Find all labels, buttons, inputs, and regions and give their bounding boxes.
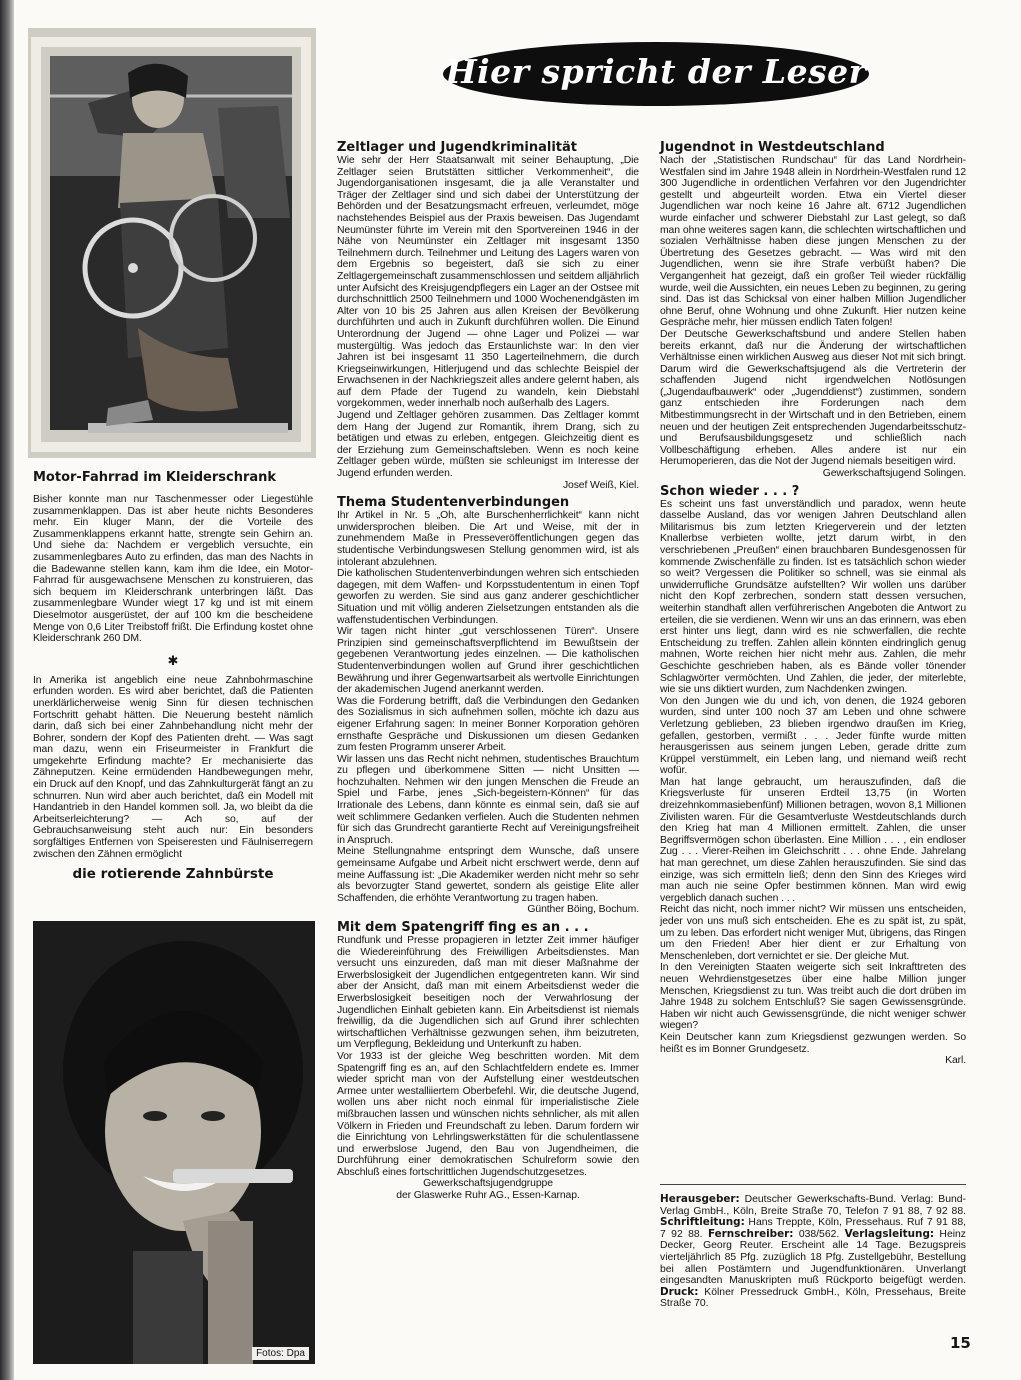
photo-toothbrush-illustration xyxy=(33,921,315,1364)
jugendnot-text: Nach der „Statistischen Rundschau“ für das Land Nordrhein-Westfalen sind im Jahre 1948 allein in Nordrhein-Westfalen rund 12 300 Jugendliche in ordentlichen Verfahren vor den Jugendrichter gestellt und abgeurteilt worden. Etwa ein Viertel dieser Jugendlichen war noch keine 16 Jahre alt. 6712 Jugendlichen wurde einfacher und schwerer Diebstahl zur Last gelegt, so daß man ohne weiteres sagen kann, die schlechten wirtschaftlichen und sozialen Verhältnisse haben diese jungen Menschen zu der Übertretung des Gesetzes gebracht. — Was wird mit den Jugendlichen, wenn sie ihre Strafe verbüßt haben? Die Vergangenheit hat gezeigt, daß ein großer Teil wieder rückfällig wurde, weil die Aussichten, ein neues Leben zu beginnen, zu gering sind. Das ist das Schicksal von einer halben Million Jugendlicher ohne Beruf, ohne Wohnung und ohne Zukunft. Hier nutzen keine Gespräche mehr, hier müssen endlich Taten folgen! xyxy=(660,155,966,329)
zeltlager-signature: Josef Weiß, Kiel. xyxy=(562,479,639,491)
spatengriff-signature-2: der Glaswerke Ruhr AG., Essen-Karnap. xyxy=(396,1190,580,1202)
studenten-title: Thema Studentenverbindungen xyxy=(337,495,570,511)
schon-wieder-text-6: Kein Deutscher kann zum Kriegsdienst gezwungen werden. So heißt es im Bonner Grundgesetz. xyxy=(660,1031,966,1055)
imprint-publisher: Deutscher Gewerkschafts-Bund. Verlag: Bund-Verlag GmbH., Köln, Breite Straße 70, Telefon 7 91 88, 7 92 88. xyxy=(660,1194,966,1217)
page-number: 15 xyxy=(950,1334,971,1352)
schon-wieder-text-2: Von den Jungen wie du und ich, von denen, die 1924 geboren wurden, sind unter 100 noch 37 am Leben und ohne schwere Verletzung geblieben, 23 blieben irgendwo draußen im Krieg, gefallen, gestorben, vermißt . . . Jeder fünfte wurde mitten herausgerissen aus seinem jungen Leben, gerade dritte zum Krüppel verstümmelt, ein Leben lang, und niemand weiß recht wofür. xyxy=(660,695,966,777)
studenten-text-5: Wir lassen uns das Recht nicht nehmen, studentisches Brauchtum zu pflegen und überkommene Sitten — nicht Unsitten — hochzuhalten. Nehmen wir den jungen Menschen die Freude an Spiel und Farbe, jenes „Sich-begeistern-Können“ für das Irrationale des Lebens, dann könnte es einmal sein, daß sie auf weit schlimmere Gedanken verfielen. Auch die Studenten nehmen für sich das Grundrecht garantierte Recht auf Vereinigungsfreiheit in Anspruch. xyxy=(337,753,639,846)
photo1-caption-title: Motor-Fahrrad im Kleiderschrank xyxy=(33,470,277,485)
schon-wieder-text: Es scheint uns fast unverständlich und paradox, wenn heute dasselbe Ausland, das vor wenigen Jahren Deutschland allen Militarismus bis zum letzten Kriegerverein und der letzten Knallerbse verbieten wollte, jetzt darum wirbt, in den verschriebenen „Preußen“ einen brauchbaren Bundesgenossen für kommende Zwischenfälle zu finden. Ist es tatsächlich schon wieder so weit? Vergessen die Politiker so schnell, was sie einmal als unwiderrufliche Grundsätze aufstellten? Wir wollen uns darüber nicht den Kopf zerbrechen, sondern statt dessen versuchen, weiterhin standhaft allen verführerischen Angeboten die Antwort zu erteilen, die sie verdienen. Wenn wir uns an das erinnern, was eben erst hinter uns liegt, dann wird es nie schwerfallen, die rechte Entscheidung zu treffen. Zahlen allein könnten eindringlich genug mahnen, Worte reichen hier nicht mehr aus. Zahlen, die mehr Geschichte geschrieben haben, als es Bände voller tönender Schlagwörter vermöchten. Und Zahlen, die jeder, der miterlebte, wie sie uns diktiert wurden, zum Nachdenken zwingen. xyxy=(660,498,966,696)
photo-folding-bike-illustration xyxy=(28,28,316,458)
imprint-editor: Hans Treppte, Köln, Pressehaus. Ruf 7 91 88, 7 92 88. xyxy=(660,1217,966,1240)
jugendnot-title: Jugendnot in Westdeutschland xyxy=(660,140,885,155)
zeltlager-text: Wie sehr der Herr Staatsanwalt mit seiner Behauptung, „Die Zeltlager seien Brutstätten sittlicher Verkommenheit“, die Jugendorganisationen insgesamt, die ja alle Veranstalter und Träger der Zeltlager sind und sich dabei der Unterstützung der Behörden und der Besatzungsmacht erfreuen, verleumdet, möge nachstehendes Beispiel aus der Praxis beweisen. Das Jugendamt Neumünster führte im Verein mit den Sportvereinen 1946 in der Nähe von Neumünster ein Zeltlager mit insgesamt 1350 Teilnehmern durch. Teilnehmer und Leitung des Lagers waren von dem Ergebnis so begeistert, daß sie sich zu einer Zeltlagergemeinschaft zusammenschlossen und seitdem alljährlich unter Aufsicht des Kreisjugendpflegers ein Lager an der Ostsee mit durchschnittlich 2500 Teilnehmern und 1000 Wochenendgästen im Alter von 10 bis 25 Jahren aus allen Kreisen der Bevölkerung durchführten und auch in Zukunft durchführen wollen. Die Einund Unterordnung der Jugend — ohne Lager und Polizei — war mustergültig. Was jedoch das Erstaunlichste war: In den vier Jahren ist bei insgesamt 11 350 Lagerteilnehmern, die durch Kriegseinwirkungen, Hitlerjugend und das schlechte Beispiel der Erwachsenen in der Nachkriegszeit alles andere gelernt haben, als auf dem Pfade der Tugend zu wandeln, kein Diebstahl vorgekommen, weder innerhalb noch außerhalb des Lagers. xyxy=(337,155,639,410)
schon-wieder-signature: Karl. xyxy=(945,1055,966,1067)
imprint-label-teleprinter: Fernschreiber: xyxy=(707,1227,794,1240)
spatengriff-text: Rundfunk und Presse propagieren in letzter Zeit immer häufiger die Wiedereinführung des Freiwilligen Arbeitsdienstes. Man versucht uns einzureden, daß man mit dieser Maßnahme der Erwerbslosigkeit der Jugendlichen entgegentreten kann. Wir sind aber der Ansicht, daß man mit einem Arbeitsdienst weder die Erwerbslosigkeit beseitigen noch der Verwahrlosung der Jugendlichen Einhalt gebieten kann. Ein Arbeitsdienst ist niemals freiwillig, da die Jugendlichen sich auf Grund ihrer schlechten wirtschaftlichen Verhältnisse gezwungen sehen, ihm beizutreten, um Verpflegung, Bekleidung und Unterkunft zu haben. xyxy=(337,935,639,1051)
studenten-text-2: Die katholischen Studentenverbindungen wehren sich entschieden dagegen, mit dem Waffen- und Korpsstudententum in einen Topf geworfen zu werden. Sie sind aus ganz anderer geschichtlicher Situation und mit völlig anderen Zielsetzungen entstanden als die waffenstudentischen Verbindungen. xyxy=(337,568,639,626)
imprint-label-print: Druck: xyxy=(660,1285,699,1298)
imprint-label-publisher: Herausgeber: xyxy=(660,1193,740,1205)
jugendnot-text-2: Der Deutsche Gewerkschaftsbund und andere Stellen haben bereits erkannt, daß nur die Änderung der wirtschaftlichen Verhältnisse einen wirklichen Ausweg aus dieser Not mit sich bringt. Darum wird die Gewerkschaftsjugend als die Vertreterin der schaffenden Jugend nicht irgendwelchen Notlösungen („Jugendaufbauwerk“ oder „Jugenddienst“) zustimmen, sondern ganz entschieden ihre Forderungen nach dem Mitbestimmungsrecht in der Wirtschaft und in den Betrieben, einem neuen und der heutigen Zeit entsprechenden Jugendarbeitsschutz- und Berufsausbildungsgesetz und schließlich nach Vollbeschäftigung erheben. Alles andere ist nur ein Herumoperieren, das die Not der Jugend niemals beseitigen wird. xyxy=(660,328,966,468)
schon-wieder-text-4: Reicht das nicht, noch immer nicht? Wir müssen uns entscheiden, jeder von uns muß sich entscheiden. Ehe es zu spät ist, zu spät, um zu leben. Das erfordert nicht weniger Mut, übrigens, das Ringen um den Frieden! Aber hier dient er zur Erhaltung von Menschenleben, dort vernichtet er sie. Der gleiche Mut. xyxy=(660,904,966,962)
zeltlager-title: Zeltlager und Jugendkriminalität xyxy=(337,140,577,155)
imprint-print: Kölner Pressedruck GmbH., Köln, Pressehaus, Breite Straße 70. xyxy=(660,1286,966,1310)
schon-wieder-text-5: In den Vereinigten Staaten weigerte sich seit Inkrafttreten des neuen Wehrdienstgesetzes über eine halbe Million junger Menschen, Kriegsdienst zu tun. Was treibt auch die dort drüben im Jahre 1948 zu solchem Entschluß? Sie sagen Gewissensgründe. Haben wir nicht auch Gewissensgründe, die nicht weniger schwer wiegen? xyxy=(660,962,966,1032)
studenten-signature: Günther Böing, Bochum. xyxy=(527,904,639,916)
imprint-management: Heinz Decker, Georg Reuter. Erscheint alle 14 Tage. Bezugspreis vierteljährlich 85 Pfg. zuzüglich 18 Pfg. Zustellgebühr, Bestellung bei allen Postämtern und Jugendfunktionären. Unverlangt eingesandten Manuskripten muß Rückporto beigefügt werden. xyxy=(660,1228,966,1287)
spatengriff-text-2: Vor 1933 ist der gleiche Weg beschritten worden. Mit dem Spatengriff fing es an, auf den Schlachtfeldern endete es. Immer wieder spricht man von der Aufstellung einer westdeutschen Armee unter westalliiertem Oberbefehl. Wir, die deutsche Jugend, wollen uns aber nicht noch einmal für imperialistische Ziele mißbrauchen lassen und wünschen nichts sehnlicher, als mit allen Völkern in Frieden und Freundschaft zu leben. Darum fordern wir die Einrichtung von Lehrlingswerkstätten für die schulentlassene und erwerbslose Jugend, den Bau von Jugendheimen, die Durchführung einer demokratischen Schulreform sowie den Abschluß eines fortschrittlichen Jugendschutzgesetzes. xyxy=(337,1050,639,1178)
imprint-label-management: Verlagsleitung: xyxy=(844,1227,935,1240)
spatengriff-signature-1: Gewerkschaftsjugendgruppe xyxy=(423,1178,553,1190)
studenten-text-6: Meine Stellungnahme entspringt dem Wunsche, daß unsere gemeinsame Aufgabe und Arbeit nicht erschwert werde, denn auf meine Auffassung ist: „Die Akademiker werden nicht mehr so sehr als bevorzugter Stand gewertet, sondern als geistige Elite aller Schaffenden, die erhöhte Verantwortung zu tragen haben. xyxy=(337,846,639,904)
photo-credit: Fotos: Dpa xyxy=(252,1347,309,1360)
separator-asterisk: ✱ xyxy=(167,652,179,668)
photo-folding-bike-wardrobe xyxy=(28,28,316,458)
masthead-title: Hier spricht der Leser xyxy=(445,52,867,91)
schon-wieder-text-3: Man hat lange gebraucht, um herauszufinden, daß die Kriegsverluste für unseren Erdteil 13,75 (in Worten dreizehnkommasiebenfünf) Millionen betragen, wovon 8,1 Millionen Zivilisten waren. Für die Gesamtverluste Westdeutschlands durch den Krieg hat man 4 Millionen ermittelt. Zahlen, die unser Begriffsvermögen schon überlasten. Eine Million . . . , ein endloser Zug . . . Vierer-Reihen im Gleichschritt . . . ohne Ende. Jahrelang hat man gerechnet, um diese Zahlen herauszufinden. Sie sind das einzige, was sich ermitteln ließ; denn den Sinn des Krieges wird man auch nie seine Opfer bestimmen können. Man wird ewig vergeblich danach suchen . . . xyxy=(660,776,966,904)
imprint xyxy=(660,1194,966,1310)
studenten-text-3: Wir tagen nicht hinter „gut verschlossenen Türen“. Unsere Prinzipien sind gemeinschaftsverpflichtend im Bewußtsein der gegebenen Verantwortung jedes einzelnen. — Die katholischen Studentenverbindungen wollen auf Grund ihrer geschichtlichen Bewährung und ihrer Gegenwartsarbeit als wertvolle Einrichtungen der akademischen Jugend anerkannt werden. xyxy=(337,626,639,696)
photo-rotating-toothbrush xyxy=(33,921,315,1364)
studenten-text: Ihr Artikel in Nr. 5 „Oh, alte Burschenherrlichkeit“ kann nicht unwidersprochen bleiben. Die Art und Weise, mit der in zunehmendem Maße in Presseveröffentlichungen gegen das studentische Verbindungswesen Stellung genommen wird, ist als intolerant abzulehnen. xyxy=(337,510,639,568)
photo1-caption-text: Bisher konnte man nur Taschenmesser oder Liegestühle zusammenklappen. Das ist aber heute nichts Besonderes mehr. Ein kluger Mann, der die Vorteile des Zusammenklappens erkannt hatte, strengte sein Gehirn an. Und siehe da: Nachdem er vergeblich versuchte, ein zusammenlegbares Auto zu erfinden, das man des Nachts in die Badewanne stellen kann, kam ihm die Idee, ein Motor-Fahrrad für ausgewachsene Menschen zu konstruieren, das sich bequem im Kleiderschrank unterbringen läßt. Das zusammenlegbare Wunder wiegt 17 kg und ist mit einem Dieselmotor ausgerüstet, der auf 100 km die bescheidene Menge von 0,6 Liter Treibstoff frißt. Die Erfindung kostet ohne Kleiderschrank 260 DM. xyxy=(33,494,313,645)
zahnbuerste-title: die rotierende Zahnbürste xyxy=(72,866,274,883)
imprint-rule xyxy=(660,1184,966,1185)
zahnbuerste-text: In Amerika ist angeblich eine neue Zahnbohrmaschine erfunden worden. Es wird aber berichtet, daß die Patienten unerklärlicherweise wenig Sinn für diesen technischen Fortschritt gehabt hätten. Die Neuerung besteht nämlich darin, daß sich bei einer Zahnbehandlung nicht mehr der Bohrer, sondern der Kopf des Patienten dreht. — Was sagt man dazu, wenn ein Friseurmeister in Frankfurt die umgekehrte Erfindung machte? Er mechanisierte das Zähneputzen. Keine ermüdenden Handbewegungen mehr, ein Druck auf den Knopf, und das Zahnkulturgerät fängt an zu schnurren. Nun wird aber auch berichtet, daß ein Modell mit Handantrieb in den Handel kommen soll. Ja, wo bleibt da die Arbeitserleichterung? — Ach so, auf der Gebrauchsanweisung steht auch nur: Ein besonders sorgfältiges Entfernen von Speiseresten und Fäulniserregern zwischen den Zähnen ermöglicht xyxy=(33,674,313,860)
jugendnot-signature: Gewerkschaftsjugend Solingen. xyxy=(822,468,966,480)
imprint-teleprinter: 038/562. xyxy=(793,1228,845,1240)
schon-wieder-title: Schon wieder . . . ? xyxy=(660,483,800,499)
studenten-text-4: Was die Forderung betrifft, daß die Verbindungen den Gedanken des Sozialismus in sich aufnehmen sollen, möchte ich dazu aus eigener Erfahrung sagen: In meiner Bonner Korporation gehören ernsthafte Gespräche und Diskussionen um diesen Gedanken zum festen Programm unserer Arbeit. xyxy=(337,695,639,754)
imprint-label-editor: Schriftleitung: xyxy=(660,1216,745,1229)
binding-spine xyxy=(0,0,14,1380)
zeltlager-text-2: Jugend und Zeltlager gehören zusammen. Das Zeltlager kommt dem Hang der Jugend zur Romantik, ihrem Drang, sich zu betätigen und etwas zu erleben, entgegen. Gleichzeitig dient es der Erziehung zum Gemeinschaftsleben. Wenn es noch keine Zeltlager geben würde, müßten sie schleunigst im Interesse der Jugend erfunden werden. xyxy=(337,410,639,480)
spatengriff-title: Mit dem Spatengriff fing es an . . . xyxy=(337,920,589,935)
